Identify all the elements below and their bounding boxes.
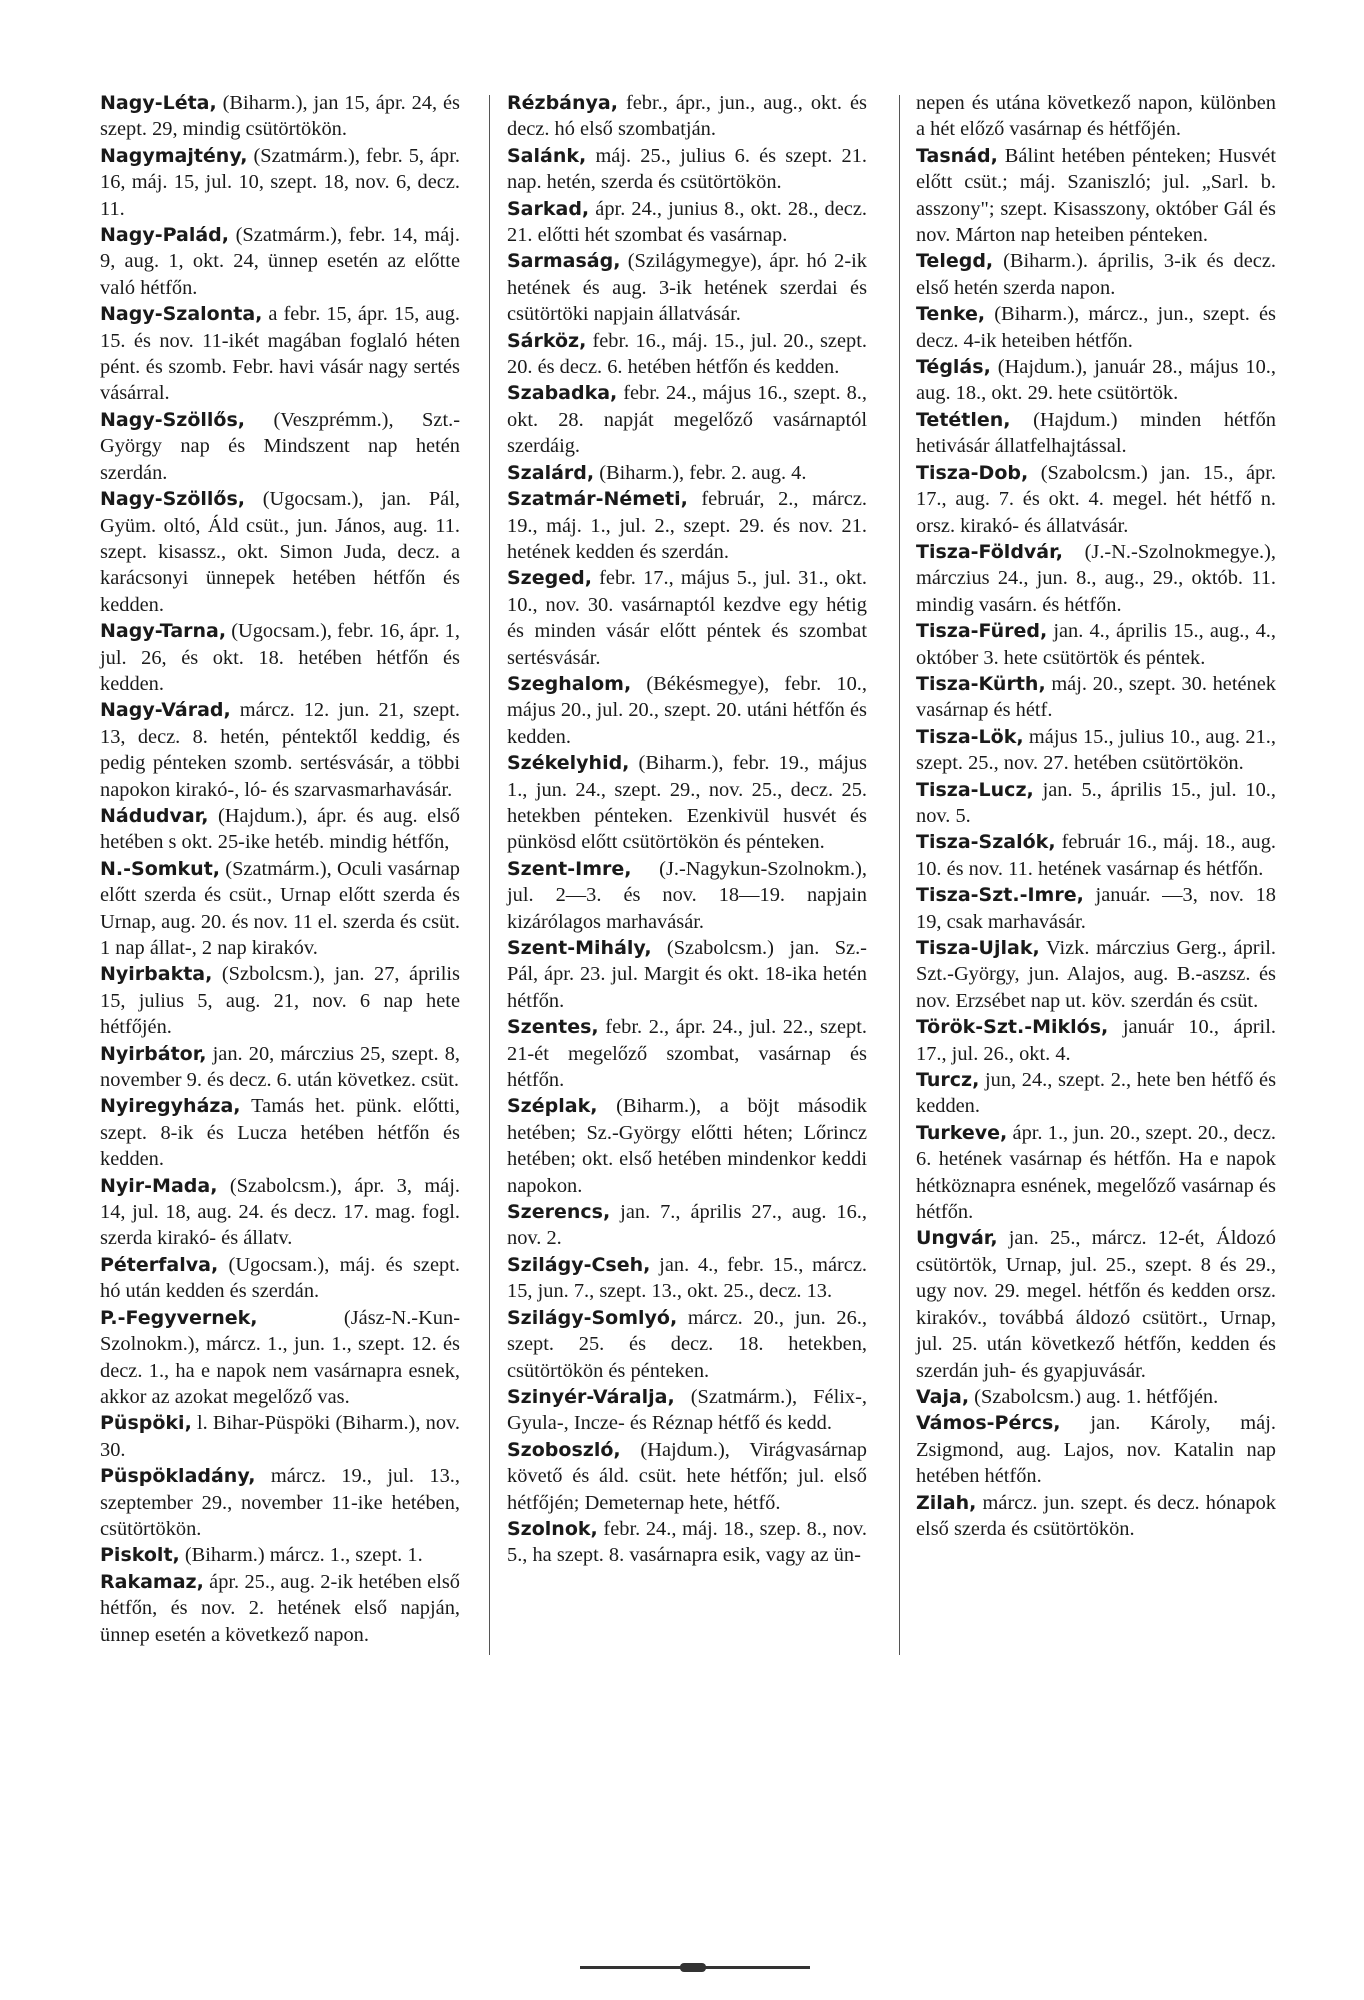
market-entry xyxy=(507,856,867,935)
entry-place-name: Szent-Mihály, xyxy=(507,937,652,959)
entry-text: (Veszprémm.), Szt.-György nap és Mindszent nap hetén szerdán. xyxy=(100,408,460,484)
entry-text: (Biharm.), a böjt második hetében; Sz.-György előtti héten; Lőrincz hetében; okt. első hetében mindenkor keddi napokon. xyxy=(507,1095,867,1197)
market-entry xyxy=(507,1437,867,1516)
entry-text: (Békésmegye), febr. 10., május 20., jul. 20., szept. 20. utáni hétfőn és kedden. xyxy=(507,672,867,748)
entry-text: (Jász-N.-Kun-Szolnokm.), márcz. 1., jun. 1., szept. 12. és decz. 1., ha e napok nem vasárnapra esnek, akkor az azokat megelőző vas. xyxy=(100,1306,460,1408)
entry-place-name: Széplak, xyxy=(507,1095,598,1118)
entry-text: jan. 5., április 15., jul. 10., nov. 5. xyxy=(916,778,1276,827)
entry-place-name: Sarmaság, xyxy=(507,250,621,273)
market-entry xyxy=(916,724,1276,777)
market-entry xyxy=(507,460,867,486)
entry-text: márcz. 20., jun. 26., szept. 25. és decz. 18. hetekben, csütörtökön és pénteken. xyxy=(507,1306,867,1382)
market-entry xyxy=(916,671,1276,724)
entry-place-name: Tisza-Dob, xyxy=(916,461,1029,484)
entry-place-name: Püspöki, xyxy=(100,1412,192,1435)
entry-place-name: Szatmár-Németi, xyxy=(507,488,688,511)
market-entry xyxy=(507,328,867,381)
entry-text: ápr. 25., aug. 2-ik hetében első hétfőn, és nov. 2. hetének első napján, ünnep esetén a következő napon. xyxy=(100,1570,460,1646)
entry-text: (Hajdum.), Virágvasárnap követő és áld. csüt. hete hétfőn; jul. első hétfőjén; Demeternap hete, hétfő. xyxy=(507,1438,867,1514)
entry-text: jan. Károly, máj. Zsigmond, aug. Lajos, nov. Katalin nap hetében hétfőn. xyxy=(916,1412,1276,1488)
market-entry xyxy=(100,803,460,856)
entry-text: ápr. 1., jun. 20., szept. 20., decz. 6. hetének vasárnap és hétfőn. Ha e napok hétköznapra esnének, megelőző vasárnap és hétfőn. xyxy=(916,1121,1277,1224)
market-entry xyxy=(916,539,1276,618)
entry-place-name: P.-Fegyvernek, xyxy=(100,1306,258,1329)
market-entry xyxy=(507,750,867,856)
entry-text: január 10., ápril. 17., jul. 26., okt. 4. xyxy=(916,1016,1276,1065)
entry-place-name: Vaja, xyxy=(916,1385,970,1408)
market-entry xyxy=(916,143,1276,249)
market-entry xyxy=(916,248,1276,301)
entry-text: (Biharm.). április, 3-ik és decz. első hetén szerda napon. xyxy=(916,250,1276,299)
market-entry xyxy=(916,354,1276,407)
entry-text: máj. 25., julius 6. és szept. 21. nap. hetén, szerda és csütörtökön. xyxy=(507,144,867,194)
entry-place-name: Piskolt, xyxy=(100,1544,180,1567)
market-entry xyxy=(507,1252,867,1305)
entry-place-name: Tasnád, xyxy=(916,144,998,167)
entry-place-name: Szentes, xyxy=(507,1016,599,1039)
entry-place-name: N.-Somkut, xyxy=(100,857,221,880)
market-entry xyxy=(507,565,867,671)
column-middle xyxy=(507,90,867,1569)
entry-place-name: Tisza-Kürth, xyxy=(916,672,1046,695)
entry-text: febr. 24., május 16., szept. 8., okt. 28. napját megelőző vasárnaptól szerdáig. xyxy=(507,382,867,458)
entry-text: (J.-Nagykun-Szolnokm.), jul. 2—3. és nov. 18—19. napjain kizárólagos marhavásár. xyxy=(507,857,867,933)
entry-place-name: Nagy-Tarna, xyxy=(100,620,227,643)
entry-text: (Szatmárm.), Félix-, Gyula-, Incze- és Réznap hétfő és kedd. xyxy=(507,1385,867,1435)
market-entry xyxy=(100,143,460,222)
market-entry xyxy=(507,90,867,143)
market-entry xyxy=(916,1120,1276,1226)
entry-place-name: Szerencs, xyxy=(507,1201,611,1224)
market-entry xyxy=(100,1305,460,1411)
market-entry xyxy=(507,486,867,565)
entry-place-name: Telegd, xyxy=(916,250,994,273)
market-entry xyxy=(916,618,1276,671)
entry-text: febr. 24., máj. 18., szep. 8., nov. 5., ha szept. 8. vasárnapra esik, vagy az ün- xyxy=(507,1517,867,1567)
column-divider xyxy=(489,95,490,1655)
entry-text: január. —3, nov. 18 19, csak marhavásár. xyxy=(916,884,1276,933)
market-entry xyxy=(100,1093,460,1172)
entry-place-name: Szent-Imre, xyxy=(507,857,632,880)
market-entry xyxy=(916,407,1276,460)
entry-text: (Szabolcsm.), ápr. 3, máj. 14, jul. 18, aug. 24. és decz. 17. mag. fogl. szerda kirakó- és állatv. xyxy=(100,1174,460,1250)
market-entry xyxy=(507,1014,867,1093)
market-entry xyxy=(100,1569,460,1648)
entry-text: február 16., máj. 18., aug. 10. és nov. 11. hetének vasárnap és hétfőn. xyxy=(916,831,1276,880)
entry-place-name: Rézbánya, xyxy=(507,92,618,114)
entry-place-name: Péterfalva, xyxy=(100,1253,219,1276)
market-entry xyxy=(507,671,867,750)
entry-text: (Szilágymegye), ápr. hó 2-ik hetének és aug. 3-ik hetének szerdai és csütörtöki napjain állatvásár. xyxy=(507,250,867,326)
entry-place-name: Nyiregyháza, xyxy=(100,1095,241,1118)
market-entry xyxy=(100,1542,460,1568)
entry-place-name: Tisza-Földvár, xyxy=(916,540,1063,563)
entry-text: márcz. jun. szept. és decz. hónapok első szerda és csütörtökön. xyxy=(916,1491,1276,1540)
entry-text: jan. 20, márczius 25, szept. 8, november 9. és decz. 6. után következ. csüt. xyxy=(100,1042,460,1092)
entry-text: (Ugocsam.), máj. és szept. hó után kedden és szerdán. xyxy=(100,1253,460,1303)
entry-text: márcz. 19., jul. 13., szeptember 29., november 11-ike hetében, csütörtökön. xyxy=(100,1465,460,1540)
entry-place-name: Szeghalom, xyxy=(507,672,632,695)
entry-place-name: Nyirbakta, xyxy=(100,963,213,986)
entry-text: május 15., julius 10., aug. 21., szept. 25., nov. 27. hetében csütörtökön. xyxy=(916,725,1276,775)
entry-text: jun, 24., szept. 2., hete ben hétfő és kedden. xyxy=(916,1069,1276,1118)
market-entry xyxy=(916,882,1276,935)
entry-place-name: Szinyér-Váralja, xyxy=(507,1385,675,1408)
entry-text: (Ugocsam.), jan. Pál, Gyüm. oltó, Áld csüt., jun. János, aug. 11. szept. kisassz., okt. Simon Juda, decz. a karácsonyi ünnepek hetében hétfőn és kedden. xyxy=(100,488,460,616)
entry-text: jan. 4., április 15., aug., 4., október 3. hete csütörtök és péntek. xyxy=(916,620,1276,669)
market-entry xyxy=(100,486,460,618)
entry-place-name: Szeged, xyxy=(507,567,592,590)
market-entry xyxy=(507,1093,867,1199)
entry-place-name: Püspökladány, xyxy=(100,1465,256,1488)
entry-place-name: Tisza-Szt.-Imre, xyxy=(916,884,1084,907)
market-entry xyxy=(100,407,460,486)
entry-text: (Szabolcsm.) jan. Sz.-Pál, ápr. 23. jul. Margit és okt. 18-ika hetén hétfőn. xyxy=(507,937,867,1012)
market-entry xyxy=(100,618,460,697)
entry-text: február, 2., márcz. 19., máj. 1., jul. 2., szept. 29. és nov. 21. hetének kedden és szerdán. xyxy=(507,488,867,563)
entry-place-name: Téglás, xyxy=(916,356,991,379)
market-entry xyxy=(916,1067,1276,1120)
entry-place-name: Tetétlen, xyxy=(916,408,1011,431)
entry-place-name: Tisza-Lucz, xyxy=(916,778,1034,801)
entry-place-name: Turkeve, xyxy=(916,1121,1008,1144)
entry-place-name: Nagy-Szöllős, xyxy=(100,408,245,431)
market-entry xyxy=(916,1410,1276,1489)
market-entry xyxy=(507,1199,867,1252)
market-entry xyxy=(916,90,1276,143)
entry-text: nepen és utána következő napon, különben a hét előző vasárnap és hétfőjén. xyxy=(916,92,1276,141)
market-entry xyxy=(916,777,1276,830)
entry-text: máj. 20., szept. 30. hetének vasárnap és hétf. xyxy=(916,672,1276,722)
market-entry xyxy=(100,1463,460,1542)
column-right xyxy=(916,90,1276,1542)
entry-place-name: Turcz, xyxy=(916,1069,980,1092)
entry-place-name: Nagy-Palád, xyxy=(100,224,229,247)
entry-text: (Hajdum.), ápr. és aug. első hetében s okt. 25-ike hetéb. mindig hétfőn, xyxy=(100,804,460,854)
entry-place-name: Nagy-Szöllős, xyxy=(100,488,245,511)
entry-text: l. Bihar-Püspöki (Biharm.), nov. 30. xyxy=(100,1412,460,1461)
entry-text: (Szabolcsm.) jan. 15., ápr. 17., aug. 7. és okt. 4. megel. hét hétfő n. orsz. kirakó- és állatvásár. xyxy=(916,461,1276,537)
entry-place-name: Török-Szt.-Miklós, xyxy=(916,1016,1109,1039)
entry-text: (Biharm.), jan 15, ápr. 24, és szept. 29, mindig csütörtökön. xyxy=(100,92,460,141)
entry-text: (Hajdum.) minden hétfőn hetivásár állatfelhajtással. xyxy=(916,408,1276,458)
entry-place-name: Tisza-Lök, xyxy=(916,725,1024,748)
entry-place-name: Székelyhid, xyxy=(507,752,630,775)
entry-text: (Ugocsam.), febr. 16, ápr. 1, jul. 26, és okt. 18. hetében hétfőn és kedden. xyxy=(100,620,460,695)
market-entry xyxy=(100,697,460,803)
entry-place-name: Tisza-Ujlak, xyxy=(916,937,1040,959)
entry-place-name: Zilah, xyxy=(916,1491,977,1514)
entry-text: (Biharm.), febr. 2. aug. 4. xyxy=(599,461,807,484)
entry-place-name: Sarkad, xyxy=(507,197,590,220)
entry-text: (Szatmárm.), febr. 5, ápr. 16, máj. 15, jul. 10, szept. 18, nov. 6, decz. 11. xyxy=(100,144,460,220)
market-entry xyxy=(100,222,460,301)
market-entry xyxy=(100,1410,460,1463)
market-entry xyxy=(916,1490,1276,1543)
market-entry xyxy=(100,1041,460,1094)
column-divider xyxy=(899,95,900,1655)
entry-text: (Hajdum.), január 28., május 10., aug. 18., okt. 29. hete csütörtök. xyxy=(916,356,1276,405)
entry-text: márcz. 12. jun. 21, szept. 13, decz. 8. hetén, péntektől keddig, és pedig pénteken szomb. sertésvásár, a többi napokon kirakó-, ló- és szarvasmarhavásár. xyxy=(100,699,460,801)
market-entry xyxy=(507,196,867,249)
market-entry xyxy=(916,301,1276,354)
entry-text: (Szabolcsm.) aug. 1. hétfőjén. xyxy=(974,1385,1219,1408)
entry-text: (Biharm.), febr. 19., május 1., jun. 24., szept. 29., nov. 25., decz. 25. hetekben pénteken. Ezenkivül husvét és pünkösd előtt csütörtökön és pénteken. xyxy=(507,752,867,854)
market-entry xyxy=(507,380,867,459)
entry-text: (Szbolcsm.), jan. 27, április 15, julius 5, aug. 21, nov. 6 nap hete hétfőjén. xyxy=(100,963,460,1039)
entry-text: febr. 17., május 5., jul. 31., okt. 10., nov. 30. vasárnaptól kezdve egy hétig és minden vásár előtt péntek és szombat sertésvásár. xyxy=(507,567,867,669)
market-entry xyxy=(916,935,1276,1014)
market-entry xyxy=(507,248,867,327)
market-entry xyxy=(507,1384,867,1437)
entry-place-name: Szalárd, xyxy=(507,461,595,484)
entry-place-name: Szolnok, xyxy=(507,1517,598,1540)
entry-text: a febr. 15, ápr. 15, aug. 15. és nov. 11-ikét magában foglaló héten pént. és szomb. Febr. havi vásár nagy sertés vásárral. xyxy=(100,303,460,405)
entry-text: Tamás het. pünk. előtti, szept. 8-ik és Lucza hetében hétfőn és kedden. xyxy=(100,1095,460,1171)
entry-place-name: Nagy-Várad, xyxy=(100,699,231,722)
entry-text: (Szatmárm.), Oculi vasárnap előtt szerda és csüt., Urnap előtt szerda és Urnap, aug. 20. és nov. 11 el. szerda és csüt. 1 nap állat-, 2 nap kirakóv. xyxy=(100,857,460,959)
entry-text: jan. 7., április 27., aug. 16., nov. 2. xyxy=(507,1201,867,1250)
market-entry xyxy=(507,1516,867,1569)
entry-place-name: Sárköz, xyxy=(507,329,587,352)
market-entry xyxy=(916,460,1276,539)
entry-place-name: Nagy-Szalonta, xyxy=(100,303,263,326)
entry-place-name: Tisza-Szalók, xyxy=(916,831,1056,854)
end-ornament-rule xyxy=(580,1966,810,1969)
entry-place-name: Tisza-Füred, xyxy=(916,620,1048,643)
entry-place-name: Ungvár, xyxy=(916,1227,998,1250)
entry-place-name: Nádudvar, xyxy=(100,804,209,827)
entry-place-name: Nagymajtény, xyxy=(100,144,248,167)
entry-place-name: Szilágy-Cseh, xyxy=(507,1253,651,1276)
market-entry xyxy=(916,1384,1276,1410)
entry-text: Vizk. márczius Gerg., ápril. Szt.-György, jun. Alajos, aug. B.-aszsz. és nov. Erzsébet nap ut. köv. szerdán és csüt. xyxy=(916,937,1276,1012)
market-entry xyxy=(507,143,867,196)
entry-text: (J.-N.-Szolnokmegye.), márczius 24., jun. 8., aug., 29., októb. 11. mindig vasárn. és hétfőn. xyxy=(916,540,1276,616)
entry-place-name: Rakamaz, xyxy=(100,1570,204,1593)
market-entry xyxy=(507,1305,867,1384)
market-entry xyxy=(916,829,1276,882)
entry-place-name: Szabadka, xyxy=(507,382,618,405)
market-entry xyxy=(100,1173,460,1252)
entry-text: (Biharm.), márcz., jun., szept. és decz. 4-ik heteiben hétfőn. xyxy=(916,303,1276,352)
entry-place-name: Szilágy-Somlyó, xyxy=(507,1306,678,1329)
entry-place-name: Nyir-Mada, xyxy=(100,1174,218,1197)
market-entry xyxy=(100,961,460,1040)
market-entry xyxy=(100,856,460,962)
market-entry xyxy=(100,1252,460,1305)
entry-text: febr., ápr., jun., aug., okt. és decz. hó első szombatján. xyxy=(507,92,867,141)
entry-place-name: Tenke, xyxy=(916,303,986,326)
market-entry xyxy=(916,1014,1276,1067)
entry-text: (Biharm.) márcz. 1., szept. 1. xyxy=(184,1544,423,1567)
column-left xyxy=(100,90,460,1648)
entry-text: jan. 4., febr. 15., márcz. 15, jun. 7., szept. 13., okt. 25., decz. 13. xyxy=(507,1253,867,1303)
entry-text: (Szatmárm.), febr. 14, máj. 9, aug. 1, okt. 24, ünnep esetén az előtte való hétfőn. xyxy=(100,224,460,299)
entry-place-name: Szoboszló, xyxy=(507,1438,621,1461)
entry-text: febr. 2., ápr. 24., jul. 22., szept. 21-ét megelőző szombat, vasárnap és hétfőn. xyxy=(507,1016,867,1092)
entry-text: Bálint hetében pénteken; Husvét előtt csüt.; máj. Szaniszló; jul. „Sarl. b. asszony"; szept. Kisasszony, október Gál és nov. Márton nap heteiben pénteken. xyxy=(916,144,1276,247)
entry-text: febr. 16., máj. 15., jul. 20., szept. 20. és decz. 6. hetében hétfőn és kedden. xyxy=(507,329,867,379)
market-entry xyxy=(916,1225,1276,1383)
entry-place-name: Nagy-Léta, xyxy=(100,92,217,114)
entry-place-name: Salánk, xyxy=(507,144,587,167)
market-entry xyxy=(100,90,460,143)
entry-place-name: Nyirbátor, xyxy=(100,1042,207,1065)
entry-place-name: Vámos-Pércs, xyxy=(916,1412,1061,1435)
entry-text: jan. 25., márcz. 12-ét, Áldozó csütörtök, Urnap, jul. 25., szept. 8 és 29., ugy nov. 29. megel. hétfőn és kedden orsz. kirakóv., továbbá áldozó csütört., Urnap, jul. 25. után következő hétfőn, kedden és szerdán juh- és gyapjuvásár. xyxy=(916,1227,1276,1382)
market-entry xyxy=(100,301,460,407)
entry-text: ápr. 24., junius 8., okt. 28., decz. 21. előtti hét szombat és vasárnap. xyxy=(507,197,867,247)
market-entry xyxy=(507,935,867,1014)
